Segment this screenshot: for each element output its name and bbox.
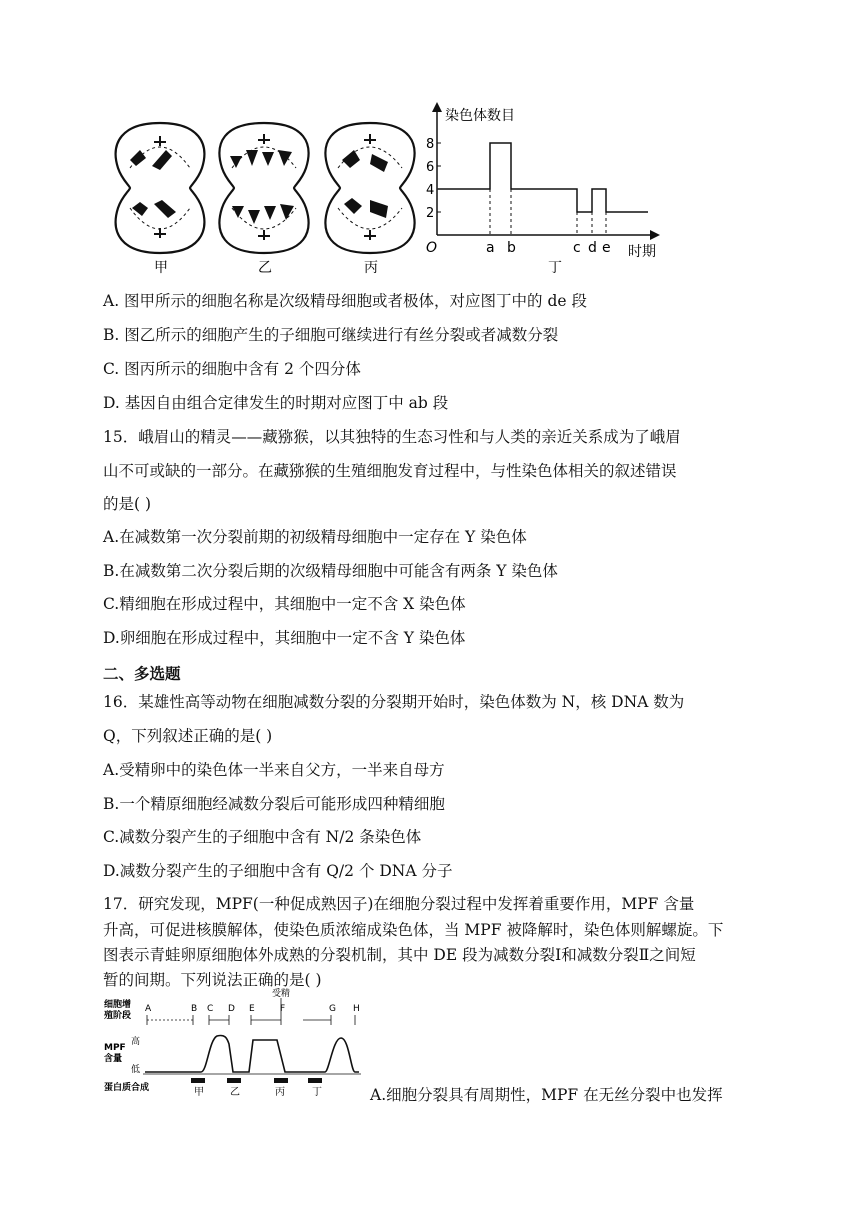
q16-option-d: D.减数分裂产生的子细胞中含有 Q/2 个 DNA 分子 <box>103 862 453 880</box>
q15-option-c: C.精细胞在形成过程中，其细胞中一定不含 X 染色体 <box>103 595 466 613</box>
x-axis-label: 时期 <box>628 244 656 260</box>
protein-bar-ding <box>308 1078 322 1083</box>
chromosome-step-line <box>438 143 648 212</box>
q17-stem-line-4: 暂的间期。下列说法正确的是( ) <box>103 971 322 989</box>
cell-label-bing: 丙 <box>364 260 378 276</box>
x-marker-a: a <box>486 240 495 256</box>
stage-point-a: A <box>145 1004 152 1014</box>
q14-option-a: A. 图甲所示的细胞名称是次级精母细胞或者极体，对应图丁中的 de 段 <box>103 292 587 310</box>
y-tick-6: 6 <box>426 160 435 175</box>
mpf-row-label-2: 含量 <box>104 1054 123 1064</box>
cell-label-jia: 甲 <box>154 260 168 276</box>
q17-stem-line-3: 图表示青蛙卵原细胞体外成熟的分裂机制，其中 DE 段为减数分裂Ⅰ和减数分裂Ⅱ之间短 <box>103 946 696 964</box>
y-axis-label: 染色体数目 <box>445 108 515 124</box>
q17-stem-line-1: 17．研究发现，MPF(一种促成熟因子)在细胞分裂过程中发挥着重要作用，MPF 含量 <box>103 895 695 913</box>
x-axis-arrow <box>650 230 660 240</box>
stage-row-label-2: 殖阶段 <box>104 1011 132 1021</box>
protein-label-jia: 甲 <box>194 1087 204 1098</box>
protein-label-bing: 丙 <box>275 1087 285 1098</box>
mpf-figure <box>103 984 365 1100</box>
q17-option-a-partial: A.细胞分裂具有周期性，MPF 在无丝分裂中也发挥 <box>370 1086 723 1104</box>
stage-point-b: B <box>191 1004 198 1014</box>
level-low-label: 低 <box>131 1065 141 1075</box>
stage-point-g: G <box>329 1004 336 1014</box>
q14-option-b: B. 图乙所示的细胞产生的子细胞可继续进行有丝分裂或者减数分裂 <box>103 326 559 344</box>
x-marker-e: e <box>602 240 611 256</box>
q15-option-b: B.在减数第二次分裂后期的次级精母细胞中可能含有两条 Y 染色体 <box>103 562 558 580</box>
q16-stem-line-2: Q，下列叙述正确的是( ) <box>103 727 273 745</box>
q16-stem-line-1: 16．某雄性高等动物在细胞减数分裂的分裂期开始时，染色体数为 N，核 DNA 数为 <box>103 693 685 711</box>
q15-stem-line-1: 15．峨眉山的精灵——藏猕猴，以其独特的生态习性和与人类的亲近关系成为了峨眉 <box>103 428 681 446</box>
q15-stem-line-2: 山不可或缺的一部分。在藏猕猴的生殖细胞发育过程中，与性染色体相关的叙述错误 <box>103 462 677 480</box>
stage-point-e: E <box>249 1004 255 1014</box>
protein-label-yi: 乙 <box>230 1087 240 1098</box>
cell-label-yi: 乙 <box>258 260 272 276</box>
origin-label: O <box>426 240 438 256</box>
y-tick-4: 4 <box>426 183 435 198</box>
protein-bar-bing <box>274 1078 288 1083</box>
top-figure <box>100 100 670 280</box>
protein-bar-yi <box>227 1078 241 1083</box>
q15-option-d: D.卵细胞在形成过程中，其细胞中一定不含 Y 染色体 <box>103 629 466 647</box>
q15-stem-line-3: 的是( ) <box>103 495 152 513</box>
q15-option-a: A.在减数第一次分裂前期的初级精母细胞中一定存在 Y 染色体 <box>103 528 527 546</box>
chromosome-chart <box>426 102 660 276</box>
q16-option-b: B.一个精原细胞经减数分裂后可能形成四种精细胞 <box>103 795 445 813</box>
fertilization-label: 受精 <box>272 989 291 999</box>
x-marker-b: b <box>507 240 516 256</box>
q17-stem-line-2: 升高，可促进核膜解体，使染色质浓缩成染色体，当 MPF 被降解时，染色体则解螺旋。下 <box>103 921 724 939</box>
stage-row-label-1: 细胞增 <box>104 1000 132 1010</box>
mpf-level-curve <box>145 1035 359 1072</box>
chart-label-ding: 丁 <box>548 260 562 276</box>
q16-option-c: C.减数分裂产生的子细胞中含有 N/2 条染色体 <box>103 828 422 846</box>
stage-point-d: D <box>228 1004 235 1014</box>
protein-bar-jia <box>191 1078 205 1083</box>
stage-point-f: F <box>280 1004 286 1014</box>
y-axis-arrow <box>432 102 442 112</box>
stage-point-c: C <box>207 1004 214 1014</box>
y-tick-2: 2 <box>426 206 435 221</box>
cell-jia <box>116 123 205 253</box>
y-tick-8: 8 <box>426 137 435 152</box>
stage-point-h: H <box>353 1004 360 1014</box>
x-marker-c: c <box>573 240 581 256</box>
cell-bing <box>325 123 414 253</box>
cell-yi <box>219 123 308 253</box>
q14-option-d: D. 基因自由组合定律发生的时期对应图丁中 ab 段 <box>103 394 449 412</box>
mpf-row-label-1: MPF <box>104 1043 126 1053</box>
protein-label-ding: 丁 <box>312 1087 322 1098</box>
x-marker-d: d <box>588 240 597 256</box>
q14-option-c: C. 图丙所示的细胞中含有 2 个四分体 <box>103 360 361 378</box>
level-high-label: 高 <box>131 1037 141 1047</box>
section-heading-multiple-choice: 二、多选题 <box>103 665 181 683</box>
q16-option-a: A.受精卵中的染色体一半来自父方，一半来自母方 <box>103 761 445 779</box>
protein-row-label: 蛋白质合成 <box>104 1083 150 1093</box>
